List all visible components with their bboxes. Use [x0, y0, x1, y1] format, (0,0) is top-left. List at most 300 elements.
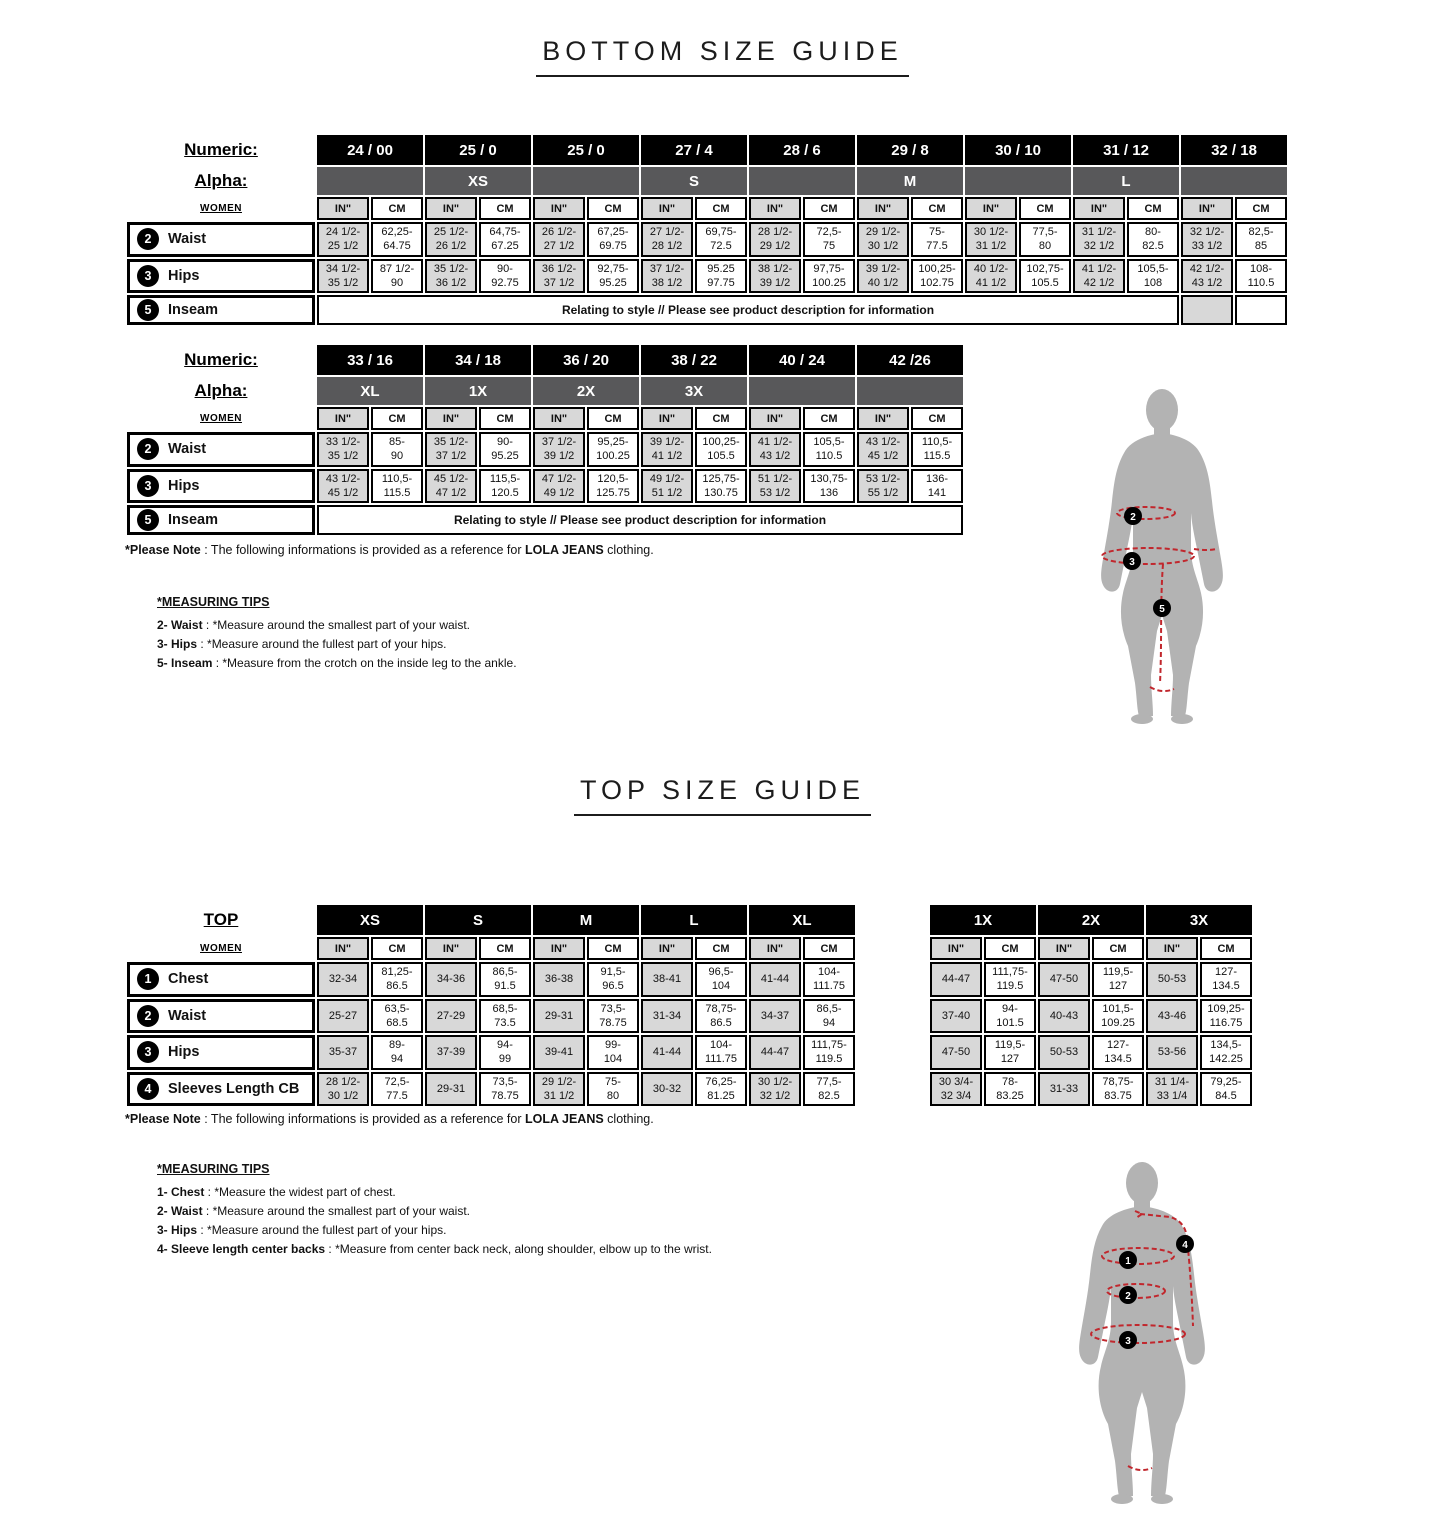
- measurement-cell: 41-44: [641, 1035, 693, 1070]
- measurement-cell: 41 1/2- 42 1/2: [1073, 259, 1125, 294]
- tip-label: 4- Sleeve length center backs: [157, 1242, 326, 1256]
- measurement-cell: 78,75- 83.75: [1092, 1072, 1144, 1107]
- measuring-tips-title: *MEASURING TIPS: [157, 595, 270, 609]
- numeric-size-header: 27 / 4: [641, 135, 747, 165]
- row-label: [127, 999, 315, 1034]
- alpha-size-header: [749, 377, 855, 405]
- measurement-cell: 31-33: [1038, 1072, 1090, 1107]
- measurement-cell: 35 1/2- 37 1/2: [425, 432, 477, 467]
- measurement-cell: 45 1/2- 47 1/2: [425, 469, 477, 504]
- measurement-cell: 35 1/2- 36 1/2: [425, 259, 477, 294]
- measurement-cell: 82,5- 85: [1235, 222, 1287, 257]
- row-label: [127, 1035, 315, 1070]
- row-label-text: Waist: [168, 441, 207, 458]
- unit-cm-header: CM: [479, 937, 531, 960]
- measurement-cell: 95,25- 100.25: [587, 432, 639, 467]
- row-label: [127, 259, 315, 294]
- top-label: TOP: [203, 910, 239, 929]
- bottom-measuring-tips: [157, 595, 517, 675]
- measurement-cell: 73,5- 78.75: [587, 999, 639, 1034]
- tip-text: : *Measure the widest part of chest.: [204, 1185, 396, 1199]
- numeric-size-header: 31 / 12: [1073, 135, 1179, 165]
- measurement-cell: 86,5- 94: [803, 999, 855, 1034]
- measurement-cell: 36 1/2- 37 1/2: [533, 259, 585, 294]
- size-header: XL: [749, 905, 855, 935]
- unit-inches-header: IN": [425, 407, 477, 430]
- unit-cm-header: CM: [803, 197, 855, 220]
- bottom-guide-title-text: BOTTOM SIZE GUIDE: [536, 36, 909, 77]
- measurement-cell: 109,25- 116.75: [1200, 999, 1252, 1034]
- row-label: [127, 505, 315, 535]
- measurement-cell: 77,5- 82.5: [803, 1072, 855, 1107]
- tip-sleeve: [157, 1242, 712, 1256]
- measurement-cell: 81,25- 86.5: [371, 962, 423, 997]
- measurement-cell: 119,5- 127: [1092, 962, 1144, 997]
- measurement-cell: 40-43: [1038, 999, 1090, 1034]
- measurement-cell: 110,5- 115.5: [911, 432, 963, 467]
- unit-inches-header: IN": [1038, 937, 1090, 960]
- unit-cm-header: CM: [479, 197, 531, 220]
- measurement-cell: 37 1/2- 39 1/2: [533, 432, 585, 467]
- top-size-table-regular-container: [125, 903, 857, 1108]
- measurement-cell: 27 1/2- 28 1/2: [641, 222, 693, 257]
- measurement-cell: 134,5- 142.25: [1200, 1035, 1252, 1070]
- numeric-size-header: 38 / 22: [641, 345, 747, 375]
- please-note-tail: clothing.: [603, 543, 654, 557]
- measurement-cell: 39-41: [533, 1035, 585, 1070]
- unit-cm-header: CM: [1235, 197, 1287, 220]
- unit-cm-header: CM: [911, 197, 963, 220]
- measurement-cell: 91,5- 96.5: [587, 962, 639, 997]
- alpha-size-header: L: [1073, 167, 1179, 195]
- measurement-cell: 90- 95.25: [479, 432, 531, 467]
- measurement-cell: 69,75- 72.5: [695, 222, 747, 257]
- alpha-size-header: [533, 167, 639, 195]
- unit-inches-header: IN": [533, 197, 585, 220]
- unit-inches-header: IN": [317, 197, 369, 220]
- measurement-cell: 30 3/4- 32 3/4: [930, 1072, 982, 1107]
- size-header: M: [533, 905, 639, 935]
- please-note-lead: *Please Note: [125, 543, 201, 557]
- tip-text: : *Measure from center back neck, along shoulder, elbow up to the wrist.: [325, 1242, 712, 1256]
- please-note-lead: *Please Note: [125, 1112, 201, 1126]
- measurement-cell: 28 1/2- 29 1/2: [749, 222, 801, 257]
- numeric-label: Numeric:: [184, 140, 258, 159]
- unit-inches-header: IN": [317, 937, 369, 960]
- measurement-cell: 86,5- 91.5: [479, 962, 531, 997]
- empty-cell: [1235, 295, 1287, 325]
- alpha-size-header: XS: [425, 167, 531, 195]
- measurement-cell: 44-47: [930, 962, 982, 997]
- numeric-size-header: 36 / 20: [533, 345, 639, 375]
- size-header: S: [425, 905, 531, 935]
- measurement-cell: 67,25- 69.75: [587, 222, 639, 257]
- alpha-size-header: [965, 167, 1071, 195]
- bottom-size-table-plus: [125, 343, 965, 537]
- measurement-cell: 100,25- 105.5: [695, 432, 747, 467]
- brand-name: LOLA JEANS: [524, 543, 604, 557]
- top-measuring-tips: [157, 1162, 712, 1261]
- numeric-size-header: 32 / 18: [1181, 135, 1287, 165]
- women-label: WOMEN: [200, 413, 242, 424]
- measurement-cell: 53-56: [1146, 1035, 1198, 1070]
- bottom-size-table-regular-container: [125, 133, 1289, 327]
- bottom-measurement-figure: [1062, 383, 1262, 728]
- size-header: L: [641, 905, 747, 935]
- unit-inches-header: IN": [749, 937, 801, 960]
- measurement-cell: 111,75- 119.5: [984, 962, 1036, 997]
- row-number-badge: 1: [137, 968, 159, 990]
- unit-cm-header: CM: [695, 407, 747, 430]
- measurement-cell: 34-37: [749, 999, 801, 1034]
- measuring-tips-title: *MEASURING TIPS: [157, 1162, 270, 1176]
- unit-inches-header: IN": [641, 937, 693, 960]
- measurement-cell: 120,5- 125.75: [587, 469, 639, 504]
- waist-marker-number: 2: [1125, 1291, 1131, 1302]
- measurement-cell: 50-53: [1038, 1035, 1090, 1070]
- measurement-cell: 35-37: [317, 1035, 369, 1070]
- measurement-cell: 27-29: [425, 999, 477, 1034]
- row-label: [127, 295, 315, 325]
- measurement-cell: 80- 82.5: [1127, 222, 1179, 257]
- measurement-cell: 72,5- 77.5: [371, 1072, 423, 1107]
- women-label: WOMEN: [200, 943, 242, 954]
- measurement-cell: 101,5- 109.25: [1092, 999, 1144, 1034]
- measurement-cell: 102,75- 105.5: [1019, 259, 1071, 294]
- tip-label: 5- Inseam: [157, 656, 213, 670]
- unit-cm-header: CM: [587, 197, 639, 220]
- measurement-cell: 127- 134.5: [1092, 1035, 1144, 1070]
- measurement-cell: 90- 92.75: [479, 259, 531, 294]
- row-number-badge: 2: [137, 438, 159, 460]
- measurement-cell: 105,5- 108: [1127, 259, 1179, 294]
- measurement-cell: 49 1/2- 51 1/2: [641, 469, 693, 504]
- tip-waist: [157, 1204, 712, 1218]
- measurement-cell: 105,5- 110.5: [803, 432, 855, 467]
- alpha-size-header: 3X: [641, 377, 747, 405]
- measurement-cell: 127- 134.5: [1200, 962, 1252, 997]
- alpha-size-header: M: [857, 167, 963, 195]
- top-size-table-regular: [125, 903, 857, 1108]
- women-label: WOMEN: [200, 203, 242, 214]
- top-guide-title: [0, 775, 1445, 816]
- measurement-cell: 42 1/2- 43 1/2: [1181, 259, 1233, 294]
- row-label-text: Hips: [168, 1044, 200, 1061]
- alpha-size-header: 2X: [533, 377, 639, 405]
- numeric-size-header: 29 / 8: [857, 135, 963, 165]
- numeric-size-header: 42 /26: [857, 345, 963, 375]
- unit-inches-header: IN": [1181, 197, 1233, 220]
- row-number-badge: 3: [137, 265, 159, 287]
- alpha-size-header: [857, 377, 963, 405]
- tip-waist: [157, 618, 517, 632]
- measurement-cell: 26 1/2- 27 1/2: [533, 222, 585, 257]
- size-header: 3X: [1146, 905, 1252, 935]
- measurement-cell: 36-38: [533, 962, 585, 997]
- tip-text: : *Measure around the fullest part of your hips.: [197, 637, 447, 651]
- unit-inches-header: IN": [1146, 937, 1198, 960]
- measurement-cell: 100,25- 102.75: [911, 259, 963, 294]
- unit-cm-header: CM: [371, 937, 423, 960]
- tip-text: : *Measure around the fullest part of your hips.: [197, 1223, 447, 1237]
- measurement-cell: 110,5- 115.5: [371, 469, 423, 504]
- numeric-size-header: 24 / 00: [317, 135, 423, 165]
- waist-marker-number: 2: [1130, 512, 1136, 523]
- measurement-cell: 75- 77.5: [911, 222, 963, 257]
- measurement-cell: 37-40: [930, 999, 982, 1034]
- tip-inseam: [157, 656, 517, 670]
- top-size-table-plus-container: [928, 903, 1254, 1108]
- unit-inches-header: IN": [749, 407, 801, 430]
- measurement-cell: 31 1/2- 32 1/2: [1073, 222, 1125, 257]
- please-note-mid: : The following informations is provided as a reference for: [200, 543, 525, 557]
- measurement-cell: 53 1/2- 55 1/2: [857, 469, 909, 504]
- measurement-cell: 37-39: [425, 1035, 477, 1070]
- unit-inches-header: IN": [749, 197, 801, 220]
- measurement-cell: 68,5- 73.5: [479, 999, 531, 1034]
- tip-label: 2- Waist: [157, 1204, 203, 1218]
- row-label: [127, 222, 315, 257]
- row-number-badge: 5: [137, 299, 159, 321]
- measurement-cell: 73,5- 78.75: [479, 1072, 531, 1107]
- top-size-table-plus: [928, 903, 1254, 1108]
- measurement-cell: 104- 111.75: [695, 1035, 747, 1070]
- measurement-cell: 95.25 97.75: [695, 259, 747, 294]
- bottom-guide-title: [0, 36, 1445, 77]
- tip-label: 3- Hips: [157, 637, 198, 651]
- measurement-cell: 44-47: [749, 1035, 801, 1070]
- unit-cm-header: CM: [1200, 937, 1252, 960]
- measurement-cell: 94- 99: [479, 1035, 531, 1070]
- measurement-cell: 63,5- 68.5: [371, 999, 423, 1034]
- top-guide-title-text: TOP SIZE GUIDE: [574, 775, 871, 816]
- measurement-cell: 92,75- 95.25: [587, 259, 639, 294]
- measurement-cell: 136- 141: [911, 469, 963, 504]
- unit-cm-header: CM: [984, 937, 1036, 960]
- measurement-cell: 104- 111.75: [803, 962, 855, 997]
- alpha-size-header: XL: [317, 377, 423, 405]
- unit-inches-header: IN": [857, 197, 909, 220]
- inseam-note-cell: Relating to style // Please see product description for information: [317, 505, 963, 535]
- tip-text: : *Measure around the smallest part of your waist.: [202, 1204, 471, 1218]
- row-label: [127, 432, 315, 467]
- row-number-badge: 2: [137, 1005, 159, 1027]
- measurement-cell: 47 1/2- 49 1/2: [533, 469, 585, 504]
- measurement-cell: 30 1/2- 32 1/2: [749, 1072, 801, 1107]
- measurement-cell: 96,5- 104: [695, 962, 747, 997]
- chest-marker-number: 1: [1125, 1256, 1131, 1267]
- measurement-cell: 31-34: [641, 999, 693, 1034]
- measurement-cell: 75- 80: [587, 1072, 639, 1107]
- size-header: 2X: [1038, 905, 1144, 935]
- measurement-cell: 39 1/2- 40 1/2: [857, 259, 909, 294]
- measurement-cell: 29 1/2- 31 1/2: [533, 1072, 585, 1107]
- inseam-note-cell: Relating to style // Please see product description for information: [317, 295, 1179, 325]
- measurement-cell: 38 1/2- 39 1/2: [749, 259, 801, 294]
- unit-inches-header: IN": [1073, 197, 1125, 220]
- unit-cm-header: CM: [803, 937, 855, 960]
- measurement-cell: 115,5- 120.5: [479, 469, 531, 504]
- measurement-cell: 39 1/2- 41 1/2: [641, 432, 693, 467]
- measurement-cell: 24 1/2- 25 1/2: [317, 222, 369, 257]
- measurement-cell: 62,25- 64.75: [371, 222, 423, 257]
- measurement-cell: 72,5- 75: [803, 222, 855, 257]
- unit-inches-header: IN": [533, 937, 585, 960]
- empty-cell: [1181, 295, 1233, 325]
- tip-hips: [157, 637, 517, 651]
- measurement-cell: 40 1/2- 41 1/2: [965, 259, 1017, 294]
- brand-name: LOLA JEANS: [524, 1112, 604, 1126]
- measurement-cell: 50-53: [1146, 962, 1198, 997]
- row-label-text: Hips: [168, 477, 200, 494]
- measurement-cell: 33 1/2- 35 1/2: [317, 432, 369, 467]
- measurement-cell: 125,75- 130.75: [695, 469, 747, 504]
- tip-text: : *Measure from the crotch on the inside leg to the ankle.: [212, 656, 517, 670]
- row-label-text: Chest: [168, 971, 209, 988]
- row-number-badge: 2: [137, 228, 159, 250]
- alpha-size-header: [317, 167, 423, 195]
- tip-label: 3- Hips: [157, 1223, 198, 1237]
- measurement-cell: 43 1/2- 45 1/2: [857, 432, 909, 467]
- please-note-mid: : The following informations is provided as a reference for: [200, 1112, 525, 1126]
- measurement-cell: 25-27: [317, 999, 369, 1034]
- measurement-cell: 47-50: [930, 1035, 982, 1070]
- measurement-cell: 79,25- 84.5: [1200, 1072, 1252, 1107]
- measurement-cell: 119,5- 127: [984, 1035, 1036, 1070]
- hips-measure-tail: [1194, 549, 1216, 550]
- unit-cm-header: CM: [1019, 197, 1071, 220]
- row-label: [127, 469, 315, 504]
- alpha-size-header: 1X: [425, 377, 531, 405]
- numeric-label: Numeric:: [184, 350, 258, 369]
- unit-inches-header: IN": [641, 197, 693, 220]
- unit-cm-header: CM: [695, 937, 747, 960]
- unit-cm-header: CM: [479, 407, 531, 430]
- ankle-measure-line: [1150, 687, 1174, 691]
- measurement-cell: 94- 101.5: [984, 999, 1036, 1034]
- measurement-cell: 41 1/2- 43 1/2: [749, 432, 801, 467]
- measurement-cell: 78,75- 86.5: [695, 999, 747, 1034]
- measurement-cell: 29 1/2- 30 1/2: [857, 222, 909, 257]
- top-please-note: [125, 1112, 885, 1126]
- measurement-cell: 51 1/2- 53 1/2: [749, 469, 801, 504]
- row-number-badge: 3: [137, 475, 159, 497]
- row-label: [127, 962, 315, 997]
- row-label-text: Waist: [168, 231, 207, 248]
- measurement-cell: 31 1/4- 33 1/4: [1146, 1072, 1198, 1107]
- measurement-cell: 29-31: [533, 999, 585, 1034]
- measurement-cell: 28 1/2- 30 1/2: [317, 1072, 369, 1107]
- measurement-cell: 30 1/2- 31 1/2: [965, 222, 1017, 257]
- measurement-cell: 77,5- 80: [1019, 222, 1071, 257]
- hips-marker-number: 3: [1125, 1336, 1131, 1347]
- unit-inches-header: IN": [930, 937, 982, 960]
- unit-cm-header: CM: [803, 407, 855, 430]
- measurement-cell: 89- 94: [371, 1035, 423, 1070]
- size-header: XS: [317, 905, 423, 935]
- tip-hips: [157, 1223, 712, 1237]
- unit-inches-header: IN": [425, 937, 477, 960]
- row-label-text: Inseam: [168, 302, 218, 319]
- unit-cm-header: CM: [911, 407, 963, 430]
- measurement-cell: 130,75- 136: [803, 469, 855, 504]
- unit-cm-header: CM: [587, 937, 639, 960]
- tip-text: : *Measure around the smallest part of your waist.: [202, 618, 471, 632]
- alpha-size-header: [1181, 167, 1287, 195]
- row-label-text: Hips: [168, 267, 200, 284]
- row-number-badge: 3: [137, 1041, 159, 1063]
- measurement-cell: 87 1/2- 90: [371, 259, 423, 294]
- bottom-please-note: [125, 543, 885, 557]
- numeric-size-header: 30 / 10: [965, 135, 1071, 165]
- numeric-size-header: 28 / 6: [749, 135, 855, 165]
- bottom-size-table-plus-container: [125, 343, 965, 537]
- unit-cm-header: CM: [371, 407, 423, 430]
- woman-silhouette: [1101, 389, 1223, 724]
- numeric-size-header: 40 / 24: [749, 345, 855, 375]
- measurement-cell: 78- 83.25: [984, 1072, 1036, 1107]
- row-label-text: Waist: [168, 1007, 207, 1024]
- tip-label: 1- Chest: [157, 1185, 205, 1199]
- row-label-text: Inseam: [168, 512, 218, 529]
- inseam-marker-number: 5: [1159, 604, 1165, 615]
- measurement-cell: 34-36: [425, 962, 477, 997]
- unit-inches-header: IN": [425, 197, 477, 220]
- sleeve-marker-number: 4: [1182, 1240, 1188, 1251]
- top-measurement-figure: [1040, 1156, 1245, 1511]
- measurement-cell: 111,75- 119.5: [803, 1035, 855, 1070]
- row-label-text: Sleeves Length CB: [168, 1081, 300, 1098]
- unit-inches-header: IN": [533, 407, 585, 430]
- measurement-cell: 32-34: [317, 962, 369, 997]
- unit-inches-header: IN": [857, 407, 909, 430]
- row-label: [127, 1072, 315, 1107]
- row-number-badge: 5: [137, 509, 159, 531]
- unit-inches-header: IN": [317, 407, 369, 430]
- unit-cm-header: CM: [1092, 937, 1144, 960]
- measurement-cell: 97,75- 100.25: [803, 259, 855, 294]
- unit-cm-header: CM: [695, 197, 747, 220]
- please-note-tail: clothing.: [603, 1112, 654, 1126]
- tip-chest: [157, 1185, 712, 1199]
- unit-cm-header: CM: [371, 197, 423, 220]
- measurement-cell: 43 1/2- 45 1/2: [317, 469, 369, 504]
- alpha-size-header: [749, 167, 855, 195]
- measurement-cell: 64,75- 67.25: [479, 222, 531, 257]
- bottom-size-table-regular: [125, 133, 1289, 327]
- numeric-size-header: 33 / 16: [317, 345, 423, 375]
- measurement-cell: 34 1/2- 35 1/2: [317, 259, 369, 294]
- alpha-size-header: S: [641, 167, 747, 195]
- unit-inches-header: IN": [965, 197, 1017, 220]
- numeric-size-header: 25 / 0: [425, 135, 531, 165]
- row-number-badge: 4: [137, 1078, 159, 1100]
- numeric-size-header: 34 / 18: [425, 345, 531, 375]
- measurement-cell: 41-44: [749, 962, 801, 997]
- unit-cm-header: CM: [1127, 197, 1179, 220]
- measurement-cell: 47-50: [1038, 962, 1090, 997]
- measurement-cell: 76,25- 81.25: [695, 1072, 747, 1107]
- numeric-size-header: 25 / 0: [533, 135, 639, 165]
- measurement-cell: 37 1/2- 38 1/2: [641, 259, 693, 294]
- size-header: 1X: [930, 905, 1036, 935]
- hips-marker-number: 3: [1129, 557, 1135, 568]
- measurement-cell: 108- 110.5: [1235, 259, 1287, 294]
- measurement-cell: 25 1/2- 26 1/2: [425, 222, 477, 257]
- unit-cm-header: CM: [587, 407, 639, 430]
- tip-label: 2- Waist: [157, 618, 203, 632]
- measurement-cell: 85- 90: [371, 432, 423, 467]
